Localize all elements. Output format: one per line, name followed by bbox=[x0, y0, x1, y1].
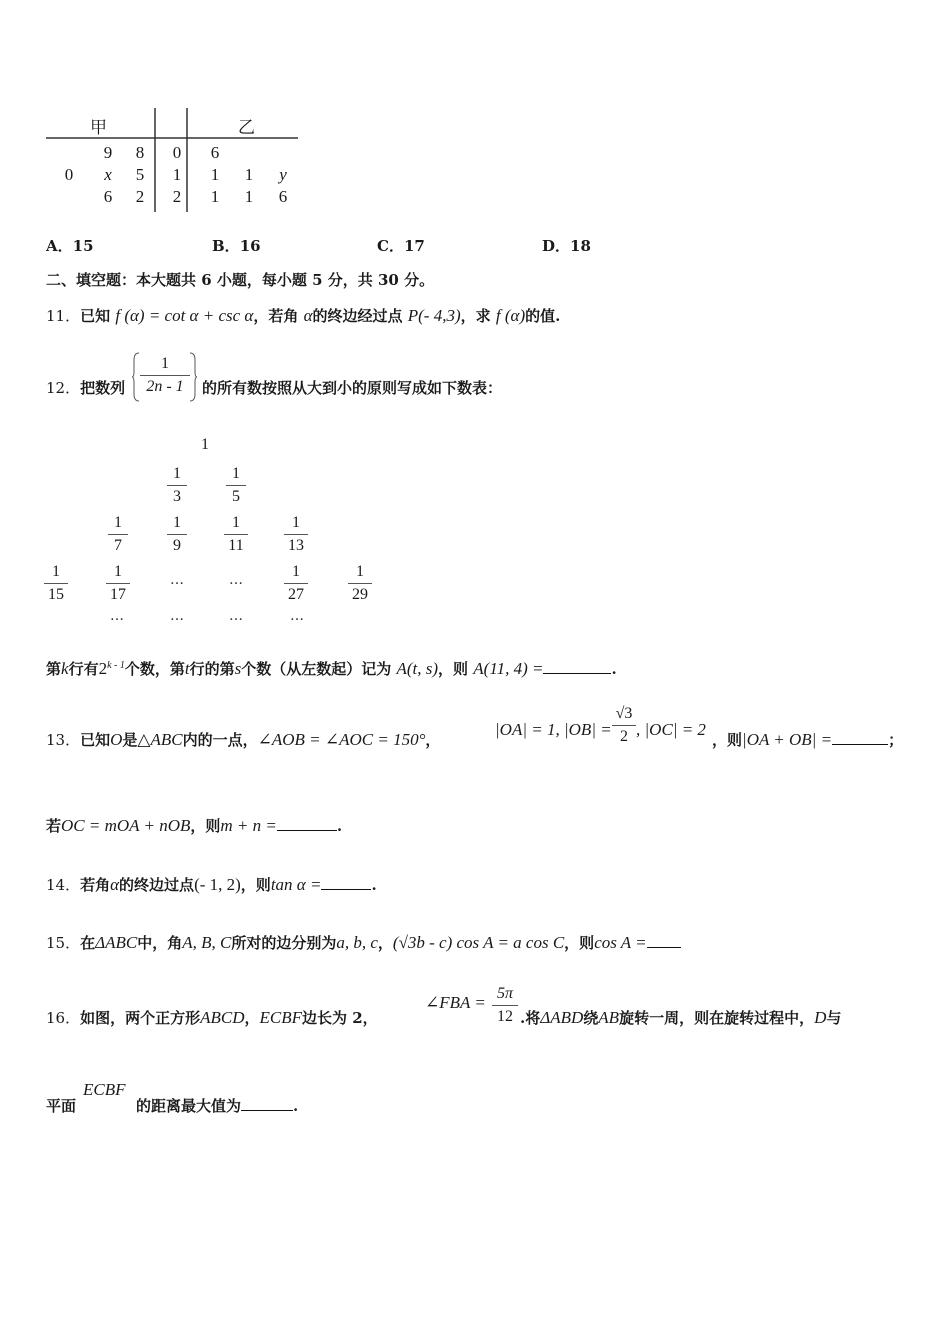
text: 中，角 bbox=[137, 934, 183, 952]
stem-leaf-table bbox=[46, 142, 300, 208]
text: ； bbox=[888, 731, 904, 749]
text: 的终边过点 bbox=[119, 876, 195, 894]
sqrt3-over-2 bbox=[612, 704, 636, 747]
denominator: 7 bbox=[114, 537, 122, 554]
brace-left bbox=[132, 352, 140, 402]
text: 若角 bbox=[80, 876, 111, 894]
text: ，则 bbox=[438, 660, 469, 678]
math: AB bbox=[598, 1008, 620, 1027]
leaf-cell: 9 bbox=[103, 143, 113, 162]
math: O bbox=[110, 730, 123, 749]
leaf-cell bbox=[232, 142, 266, 164]
text: ，求 bbox=[460, 307, 491, 325]
math: |OA + OB| = bbox=[742, 730, 833, 749]
text: ，则 bbox=[712, 731, 743, 749]
leaf-cell: x bbox=[104, 165, 112, 184]
leaf-cell: 1 bbox=[210, 187, 220, 206]
fraction-bar bbox=[108, 534, 128, 535]
question-16-part-b-tail bbox=[136, 1096, 298, 1116]
option-value: 18 bbox=[570, 237, 591, 255]
table-row bbox=[46, 142, 300, 164]
fraction-bar bbox=[224, 534, 248, 535]
fraction-1-11 bbox=[224, 513, 248, 556]
math: D bbox=[814, 1008, 827, 1027]
denominator: 17 bbox=[110, 586, 126, 603]
question-12-part-b bbox=[46, 656, 617, 679]
text: 若 bbox=[46, 817, 62, 835]
text: 把数列 bbox=[80, 379, 126, 397]
text: 如图，两个正方形 bbox=[80, 1009, 201, 1027]
fraction-bar bbox=[44, 583, 68, 584]
ellipsis: … bbox=[229, 608, 244, 624]
table-row-1-value: 1 bbox=[201, 436, 209, 453]
leaf-cell bbox=[46, 142, 92, 164]
text: 内的一点， bbox=[182, 731, 258, 749]
text: 已知 bbox=[80, 307, 111, 325]
math: A(t, s) bbox=[396, 659, 439, 678]
text: . bbox=[371, 876, 377, 894]
ellipsis: … bbox=[290, 608, 305, 624]
question-16-tail bbox=[520, 1008, 841, 1028]
text: 行的第 bbox=[189, 660, 235, 678]
option-a bbox=[46, 236, 94, 256]
q16-angle: ∠FBA = bbox=[425, 993, 486, 1012]
text: 已知 bbox=[80, 731, 111, 749]
math: tan α = bbox=[270, 875, 322, 894]
fraction-bar bbox=[284, 534, 308, 535]
denominator: 2n - 1 bbox=[146, 378, 184, 395]
math: α bbox=[303, 306, 313, 325]
leaf-cell bbox=[46, 186, 92, 208]
text: 的距离最大值为 bbox=[136, 1097, 242, 1115]
leaf-cell: 8 bbox=[135, 143, 145, 162]
leaf-cell bbox=[266, 142, 300, 164]
math: m + n = bbox=[220, 816, 277, 835]
math: A(11, 4) = bbox=[473, 659, 544, 678]
text: . bbox=[336, 817, 343, 835]
text: 边长为 2， bbox=[302, 1009, 378, 1027]
fraction-1-9 bbox=[167, 513, 187, 556]
question-number: 12． bbox=[46, 379, 81, 397]
numerator: 1 bbox=[356, 563, 364, 580]
fraction-1-29 bbox=[348, 562, 372, 605]
fraction-1-27 bbox=[284, 562, 308, 605]
math: f (α) = cot α + csc α bbox=[115, 306, 254, 325]
numerator: 1 bbox=[114, 514, 122, 531]
option-b bbox=[212, 236, 261, 256]
answer-blank[interactable] bbox=[832, 730, 888, 745]
math: (- 1, 2) bbox=[194, 875, 241, 894]
fraction-1-5 bbox=[226, 464, 246, 507]
text: ， bbox=[425, 731, 441, 749]
math: P(- 4,3) bbox=[407, 306, 461, 325]
ellipsis: … bbox=[170, 608, 185, 624]
math: s bbox=[234, 659, 242, 678]
stem-leaf-plot bbox=[46, 108, 301, 212]
question-number: 16． bbox=[46, 1009, 81, 1027]
sequence-brace bbox=[132, 352, 196, 402]
text: 个数（从左数起）记为 bbox=[241, 660, 392, 678]
leaf-cell: 0 bbox=[64, 165, 74, 184]
math: ∠AOB = ∠AOC = 150° bbox=[257, 730, 426, 749]
text: ，则 bbox=[240, 876, 271, 894]
q13-vector-oc bbox=[636, 720, 706, 740]
question-12-tail: 的所有数按照从大到小的原则写成如下数表： bbox=[202, 379, 503, 397]
fraction-bar bbox=[167, 534, 187, 535]
text: 所对的边分别为 bbox=[231, 934, 337, 952]
denominator: 29 bbox=[352, 586, 368, 603]
numerator: 1 bbox=[292, 514, 300, 531]
denominator: 2 bbox=[620, 728, 628, 745]
math: k bbox=[61, 659, 69, 678]
denominator: 9 bbox=[173, 537, 181, 554]
math: ΔABD bbox=[540, 1008, 584, 1027]
leaf-cell: 1 bbox=[210, 165, 220, 184]
math: ABCD bbox=[200, 1008, 245, 1027]
ellipsis: … bbox=[229, 572, 244, 588]
text: ， bbox=[244, 1009, 260, 1027]
math: ΔABC bbox=[95, 933, 138, 952]
math: a, b, c bbox=[336, 933, 378, 952]
denominator: 13 bbox=[288, 537, 304, 554]
numerator: 1 bbox=[232, 465, 240, 482]
question-number: 13． bbox=[46, 731, 81, 749]
question-11 bbox=[46, 306, 560, 326]
fraction-bar bbox=[492, 1005, 518, 1006]
math: A, B, C bbox=[182, 933, 232, 952]
question-14 bbox=[46, 875, 377, 895]
numerator: 1 bbox=[232, 514, 240, 531]
denominator: 5 bbox=[232, 488, 240, 505]
denominator: 3 bbox=[173, 488, 181, 505]
text: .将 bbox=[520, 1009, 541, 1027]
math: 2 bbox=[98, 659, 108, 678]
text: ，则 bbox=[190, 817, 221, 835]
text: 第 bbox=[46, 660, 62, 678]
fraction-bar bbox=[226, 485, 246, 486]
text: 的终边经过点 bbox=[312, 307, 403, 325]
text: ， bbox=[377, 934, 393, 952]
leaf-cell: y bbox=[279, 165, 287, 184]
leaf-cell: 5 bbox=[135, 165, 145, 184]
option-value: 17 bbox=[403, 237, 425, 255]
plane-name: ECBF bbox=[83, 1080, 126, 1099]
fraction-bar bbox=[284, 583, 308, 584]
stem-cell: 2 bbox=[172, 187, 182, 206]
fraction-1-13 bbox=[284, 513, 308, 556]
math: ECBF bbox=[259, 1008, 303, 1027]
question-13-part-b bbox=[46, 816, 342, 836]
math: (√3b - c) cos A = a cos C bbox=[392, 933, 565, 952]
question-13-tail bbox=[712, 730, 903, 750]
math: , |OC| = 2 bbox=[636, 720, 706, 739]
option-value: 15 bbox=[72, 237, 94, 255]
question-number: 15． bbox=[46, 934, 81, 952]
option-value: 16 bbox=[239, 237, 261, 255]
question-12 bbox=[46, 378, 125, 398]
table-row bbox=[46, 164, 300, 186]
leaf-cell: 1 bbox=[244, 187, 254, 206]
question-15 bbox=[46, 933, 681, 953]
question-16 bbox=[46, 1008, 378, 1028]
fraction-bar bbox=[167, 485, 187, 486]
leaf-cell: 1 bbox=[244, 165, 254, 184]
math: OC = mOA + nOB bbox=[61, 816, 191, 835]
leaf-cell: 6 bbox=[103, 187, 113, 206]
answer-blank[interactable] bbox=[241, 1096, 293, 1111]
numerator: 1 bbox=[114, 563, 122, 580]
fraction-bar bbox=[140, 375, 190, 376]
text: 是 bbox=[122, 731, 138, 749]
answer-blank[interactable] bbox=[543, 659, 611, 674]
math: α bbox=[110, 875, 120, 894]
fraction-1-15 bbox=[44, 562, 68, 605]
sequence-fraction bbox=[140, 354, 190, 397]
question-16-part-b bbox=[46, 1096, 76, 1116]
question-number: 11． bbox=[46, 307, 81, 325]
text: . bbox=[293, 1097, 299, 1115]
math: |OA| = 1, |OB| = bbox=[495, 720, 612, 739]
text: 行有 bbox=[68, 660, 99, 678]
math: f (α) bbox=[495, 306, 526, 325]
five-pi-over-twelve bbox=[492, 984, 518, 1027]
text: ，若角 bbox=[253, 307, 299, 325]
option-label: C． bbox=[377, 237, 404, 255]
text: 与 bbox=[826, 1009, 842, 1027]
text: 个数，第 bbox=[124, 660, 185, 678]
math-superscript: k - 1 bbox=[107, 660, 125, 671]
option-label: D． bbox=[542, 237, 571, 255]
answer-blank[interactable] bbox=[647, 933, 681, 948]
option-d bbox=[542, 236, 591, 256]
fraction-bar bbox=[106, 583, 130, 584]
text: 绕 bbox=[583, 1009, 599, 1027]
fraction-1-3 bbox=[167, 464, 187, 507]
answer-blank[interactable] bbox=[277, 816, 337, 831]
left-header: 甲 bbox=[90, 118, 107, 138]
numerator: 1 bbox=[52, 563, 60, 580]
numerator: 1 bbox=[161, 355, 169, 372]
leaf-cell: 6 bbox=[278, 187, 288, 206]
fraction-1-17 bbox=[106, 562, 130, 605]
section-title: 二、填空题：本大题共 6 小题，每小题 5 分，共 30 分。 bbox=[46, 271, 435, 289]
option-label: B． bbox=[212, 237, 240, 255]
numerator: √3 bbox=[615, 705, 633, 722]
text: 的值. bbox=[525, 307, 561, 325]
question-13 bbox=[46, 730, 440, 750]
right-header: 乙 bbox=[238, 118, 255, 138]
leaf-cell: 2 bbox=[135, 187, 145, 206]
numerator: 5π bbox=[496, 985, 513, 1002]
text: 旋转一周，则在旋转过程中， bbox=[619, 1009, 815, 1027]
text: . bbox=[611, 660, 617, 678]
text: 在 bbox=[80, 934, 96, 952]
denominator: 27 bbox=[288, 586, 304, 603]
fraction-bar bbox=[348, 583, 372, 584]
answer-blank[interactable] bbox=[321, 875, 371, 890]
math: cos A = bbox=[594, 933, 647, 952]
stem-cell: 1 bbox=[172, 165, 182, 184]
table-row bbox=[46, 186, 300, 208]
option-c bbox=[377, 236, 425, 256]
text: ，则 bbox=[564, 934, 595, 952]
text: 平面 bbox=[46, 1097, 77, 1115]
question-number: 14． bbox=[46, 876, 81, 894]
denominator: 11 bbox=[228, 537, 244, 554]
q13-vector-magnitudes bbox=[495, 720, 612, 740]
math: △ABC bbox=[137, 730, 183, 749]
fraction-1-7 bbox=[108, 513, 128, 556]
numerator: 1 bbox=[292, 563, 300, 580]
ellipsis: … bbox=[110, 608, 125, 624]
numerator: 1 bbox=[173, 465, 181, 482]
fraction-bar bbox=[612, 725, 636, 726]
brace-right bbox=[189, 352, 197, 402]
math: t bbox=[184, 659, 190, 678]
stem-cell: 0 bbox=[172, 143, 182, 162]
ellipsis: … bbox=[170, 572, 185, 588]
denominator: 15 bbox=[48, 586, 64, 603]
denominator: 12 bbox=[497, 1008, 513, 1025]
leaf-cell: 6 bbox=[210, 143, 220, 162]
numerator: 1 bbox=[173, 514, 181, 531]
option-label: A． bbox=[46, 237, 73, 255]
